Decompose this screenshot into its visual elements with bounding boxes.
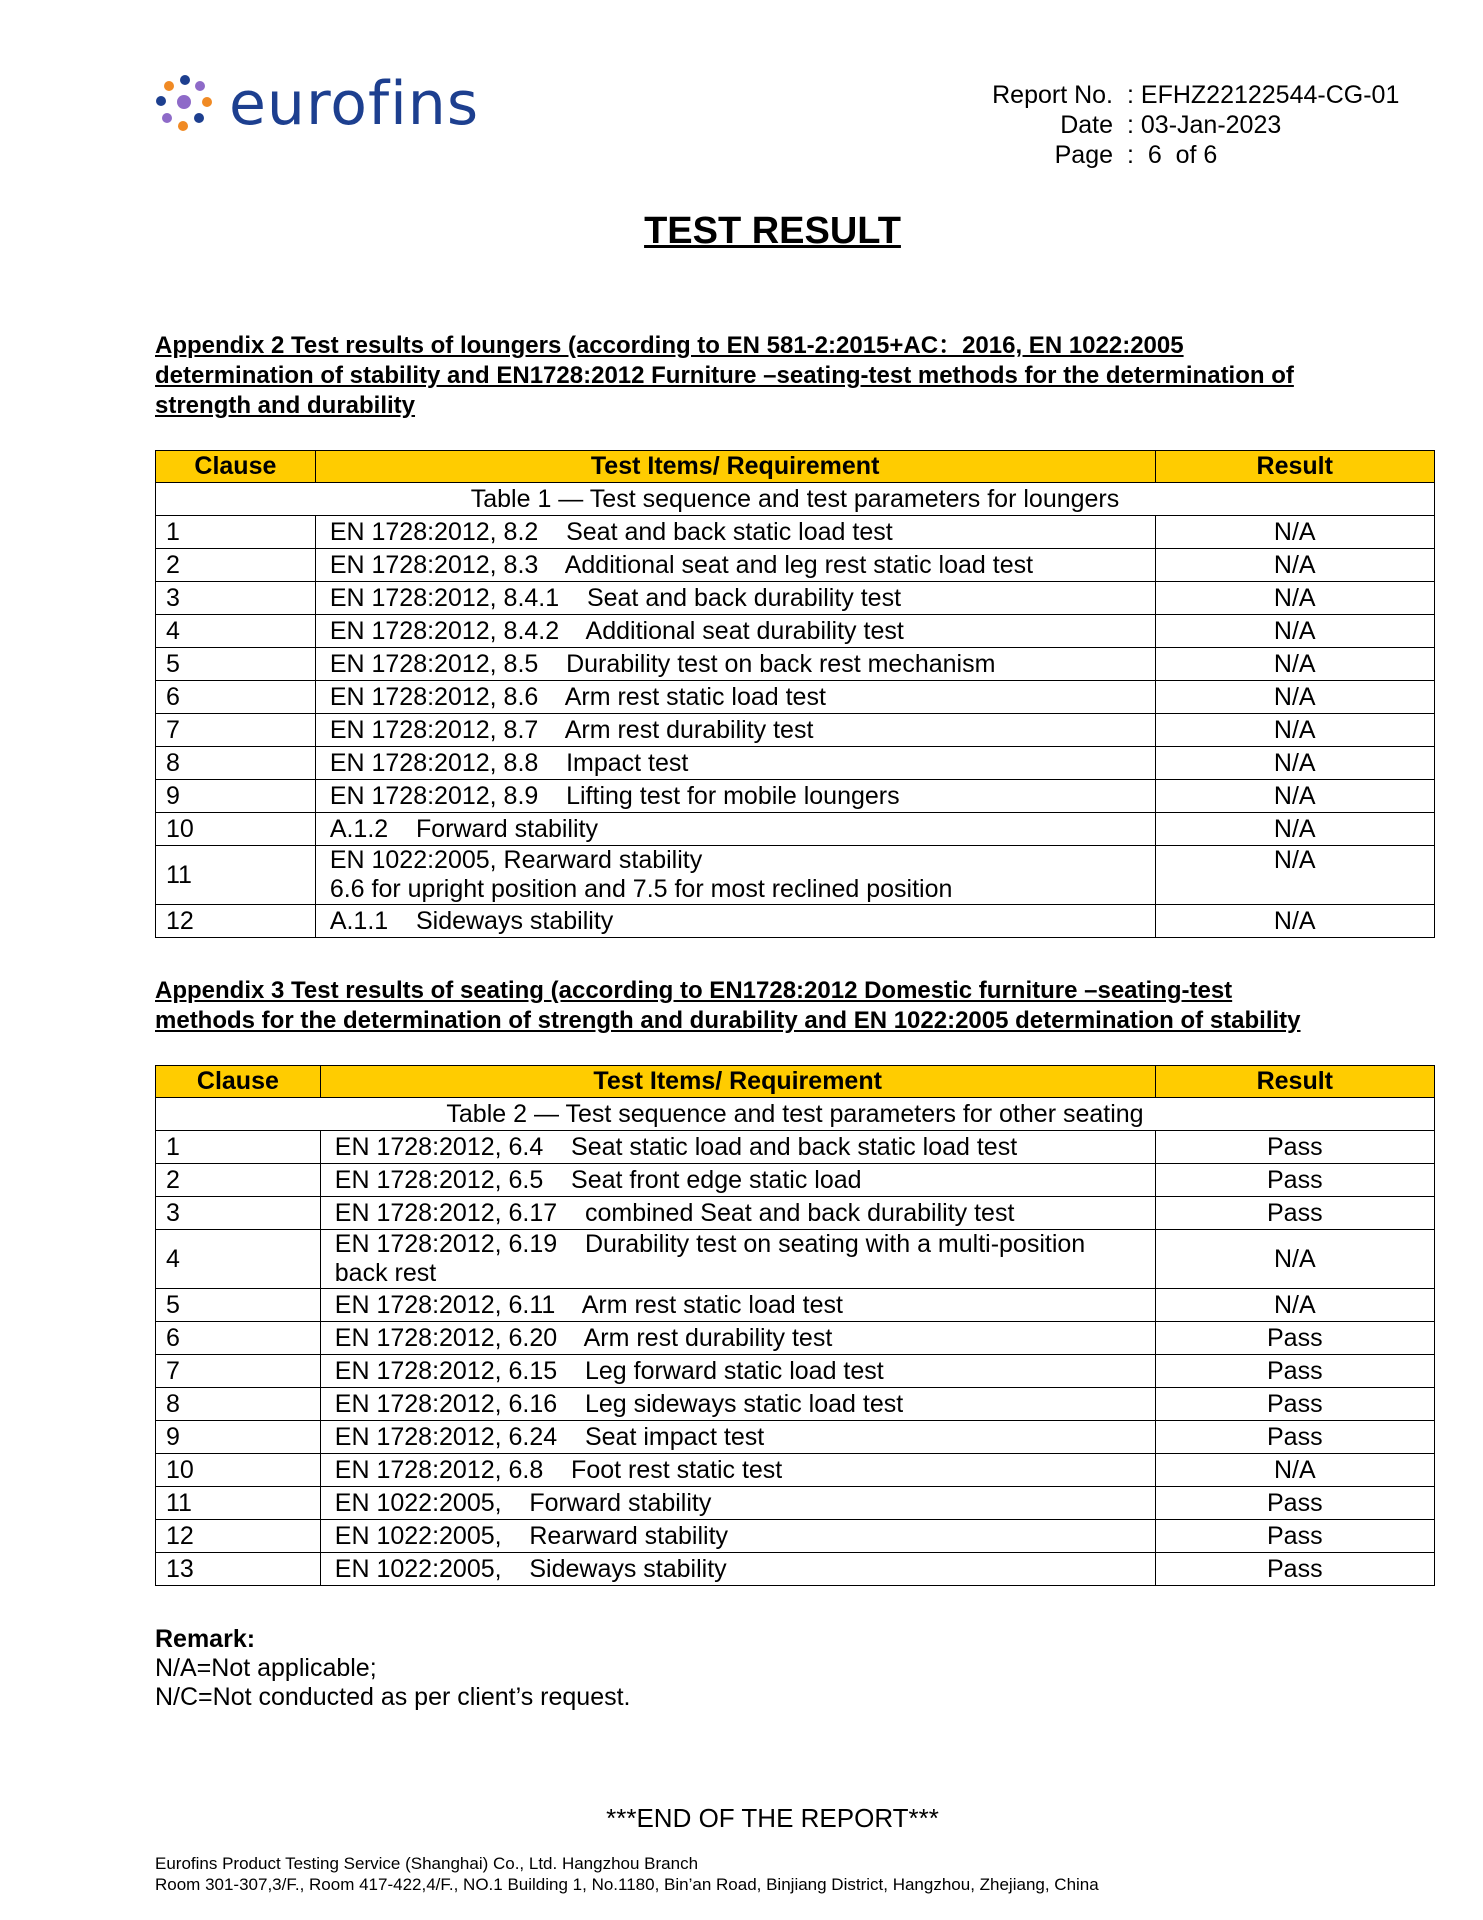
eurofins-logo-icon [155,74,215,134]
report-page-value: : 6 of 6 [1127,141,1218,169]
result-cell: N/A [1155,780,1435,813]
result-cell: N/A [1155,1230,1434,1289]
result-cell: Pass [1155,1421,1434,1454]
clause-cell: 9 [156,1421,321,1454]
column-header-clause: Clause [156,451,316,483]
clause-cell: 5 [156,1289,321,1322]
test-item-text: EN 1728:2012, 6.16 Leg sideways static load test [334,1389,904,1418]
clause-cell: 3 [156,1197,321,1230]
test-item-cell [320,1454,1155,1487]
table-1-subheading: Table 1 — Test sequence and test parameters for loungers [156,483,1435,516]
table-row [156,516,1435,549]
test-item-text-continued: back rest [334,1259,437,1287]
test-item-text: EN 1728:2012, 6.24 Seat impact test [334,1422,765,1451]
test-item-text: EN 1728:2012, 8.3 Additional seat and leg rest static load test [329,550,1034,579]
clause-cell: 6 [156,1322,321,1355]
clause-cell: 11 [156,846,316,905]
test-item-cell [320,1553,1155,1586]
table-row [156,1289,1435,1322]
clause-cell: 10 [156,1454,321,1487]
result-cell: Pass [1155,1197,1434,1230]
clause-cell: 1 [156,1131,321,1164]
table-row [156,1388,1435,1421]
test-item-text: EN 1728:2012, 6.4 Seat static load and back static load test [334,1132,1018,1161]
test-item-cell [320,1164,1155,1197]
clause-cell: 11 [156,1487,321,1520]
report-page-row [985,140,1399,170]
page-title: TEST RESULT [644,210,901,252]
test-item-text: EN 1728:2012, 6.8 Foot rest static test [334,1455,783,1484]
table-2-subheading: Table 2 — Test sequence and test parameters for other seating [156,1098,1435,1131]
result-cell: N/A [1155,582,1435,615]
test-item-text: EN 1728:2012, 8.7 Arm rest durability test [329,715,814,744]
clause-cell: 7 [156,714,316,747]
clause-cell: 2 [156,1164,321,1197]
clause-cell: 4 [156,1230,321,1289]
remark-block [155,1625,631,1712]
report-meta [985,80,1399,170]
test-item-text: EN 1728:2012, 6.11 Arm rest static load test [334,1290,843,1319]
clause-cell: 5 [156,648,316,681]
result-cell: Pass [1155,1388,1434,1421]
clause-cell: 13 [156,1553,321,1586]
test-item-cell [320,1520,1155,1553]
test-item-cell [320,1230,1155,1289]
clause-cell: 1 [156,516,316,549]
test-item-text: EN 1728:2012, 8.8 Impact test [329,748,689,777]
test-item-text: EN 1728:2012, 6.5 Seat front edge static load [334,1165,862,1194]
clause-cell: 8 [156,1388,321,1421]
test-item-text: EN 1022:2005, Rearward stability [334,1521,729,1550]
seating-results-table [155,1065,1435,1586]
report-number-value: : EFHZ22122544-CG-01 [1127,81,1400,109]
test-item-text: EN 1022:2005, Forward stability [334,1488,712,1517]
result-cell: N/A [1155,1289,1434,1322]
table-row [156,582,1435,615]
result-cell: N/A [1155,681,1435,714]
test-item-text: EN 1728:2012, 6.17 combined Seat and back durability test [334,1198,1015,1227]
test-item-cell [320,1197,1155,1230]
table-row [156,813,1435,846]
eurofins-logo [155,69,480,139]
footer-company: Eurofins Product Testing Service (Shanghai) Co., Ltd. Hangzhou Branch [155,1854,699,1873]
column-header-result: Result [1155,1066,1434,1098]
table-row [156,615,1435,648]
result-cell: Pass [1155,1131,1434,1164]
loungers-results-table [155,450,1435,938]
result-cell: Pass [1155,1487,1434,1520]
test-item-text: EN 1728:2012, 8.4.1 Seat and back durability test [329,583,902,612]
table-row [156,1355,1435,1388]
table-row [156,780,1435,813]
test-item-text: EN 1728:2012, 8.6 Arm rest static load test [329,682,826,711]
result-cell: N/A [1155,615,1435,648]
test-item-cell [315,747,1155,780]
result-cell: N/A [1155,516,1435,549]
table-row [156,1197,1435,1230]
clause-cell: 2 [156,549,316,582]
table-row [156,1230,1435,1289]
test-item-cell [315,681,1155,714]
test-item-cell [315,780,1155,813]
test-item-text: A.1.1 Sideways stability [329,906,614,935]
footer-address [155,1853,1099,1895]
table-row [156,1131,1435,1164]
result-cell: Pass [1155,1520,1434,1553]
clause-cell: 8 [156,747,316,780]
clause-cell: 12 [156,905,316,938]
test-item-cell [320,1355,1155,1388]
test-item-cell [315,714,1155,747]
test-item-text-continued: 6.6 for upright position and 7.5 for most reclined position [329,875,953,903]
test-item-text: EN 1728:2012, 6.15 Leg forward static load test [334,1356,884,1385]
table-row [156,714,1435,747]
table-header-row [156,451,1435,483]
result-cell: N/A [1155,846,1435,905]
test-item-text: EN 1728:2012, 6.20 Arm rest durability test [334,1323,833,1352]
table-subheading-row [156,1098,1435,1131]
report-number-row [985,80,1399,110]
result-cell: N/A [1155,549,1435,582]
remark-line: N/C=Not conducted as per client’s request. [155,1683,631,1711]
report-date-row [985,110,1399,140]
result-cell: N/A [1155,648,1435,681]
test-item-cell [315,648,1155,681]
result-cell: N/A [1155,1454,1434,1487]
test-item-text: EN 1728:2012, 8.5 Durability test on back rest mechanism [329,649,996,678]
logo-wordmark: eurofins [229,69,480,139]
table-row [156,1520,1435,1553]
column-header-clause: Clause [156,1066,321,1098]
test-item-text: A.1.2 Forward stability [329,814,598,843]
test-item-cell [320,1388,1155,1421]
report-number-label: Report No. [992,81,1113,109]
table-header-row [156,1066,1435,1098]
report-date-value: : 03-Jan-2023 [1127,111,1282,139]
test-item-cell [315,615,1155,648]
appendix-2-heading: Appendix 2 Test results of loungers (according to EN 581-2:2015+AC：2016, EN 1022:2005 determination of stability and EN1728:2012 Furniture –seating-test methods for the determination of strength and durability [155,332,1294,419]
clause-cell: 7 [156,1355,321,1388]
column-header-result: Result [1155,451,1435,483]
table-row [156,1487,1435,1520]
test-item-text: EN 1728:2012, 6.19 Durability test on seating with a multi-position [334,1230,1086,1258]
test-item-text: EN 1728:2012, 8.4.2 Additional seat durability test [329,616,904,645]
appendix-3-heading: Appendix 3 Test results of seating (according to EN1728:2012 Domestic furniture –seating-test methods for the determination of strength and durability and EN 1022:2005 determination of stability [155,977,1301,1034]
table-row [156,1553,1435,1586]
table-row [156,648,1435,681]
table-row [156,1421,1435,1454]
test-item-cell [320,1131,1155,1164]
report-date-label: Date [1060,111,1113,139]
test-item-cell [315,549,1155,582]
remark-title: Remark: [155,1625,256,1653]
test-item-text: EN 1728:2012, 8.2 Seat and back static load test [329,517,893,546]
test-item-text: EN 1022:2005, Sideways stability [334,1554,727,1583]
test-item-cell [315,582,1155,615]
result-cell: Pass [1155,1322,1434,1355]
clause-cell: 12 [156,1520,321,1553]
column-header-test-items: Test Items/ Requirement [320,1066,1155,1098]
result-cell: Pass [1155,1355,1434,1388]
clause-cell: 4 [156,615,316,648]
footer-address-line: Room 301-307,3/F., Room 417-422,4/F., NO.1 Building 1, No.1180, Bin’an Road, Binjiang District, Hangzhou, Zhejiang, China [155,1875,1099,1894]
test-item-text: EN 1728:2012, 8.9 Lifting test for mobile loungers [329,781,900,810]
test-item-cell [320,1289,1155,1322]
result-cell: Pass [1155,1553,1434,1586]
result-cell: N/A [1155,905,1435,938]
remark-line: N/A=Not applicable; [155,1654,377,1682]
report-page-label: Page [1054,141,1113,169]
result-cell: N/A [1155,747,1435,780]
test-item-cell [315,516,1155,549]
table-row [156,1322,1435,1355]
clause-cell: 9 [156,780,316,813]
clause-cell: 3 [156,582,316,615]
test-item-cell [315,846,1155,905]
test-item-cell [320,1322,1155,1355]
table-row [156,1454,1435,1487]
end-of-report: ***END OF THE REPORT*** [606,1803,939,1833]
column-header-test-items: Test Items/ Requirement [315,451,1155,483]
table-row [156,681,1435,714]
test-item-cell [315,813,1155,846]
test-item-cell [320,1421,1155,1454]
clause-cell: 10 [156,813,316,846]
test-item-cell [320,1487,1155,1520]
test-item-text: EN 1022:2005, Rearward stability [329,846,703,874]
table-subheading-row [156,483,1435,516]
clause-cell: 6 [156,681,316,714]
table-row [156,905,1435,938]
table-row [156,846,1435,905]
result-cell: N/A [1155,813,1435,846]
result-cell: N/A [1155,714,1435,747]
table-row [156,747,1435,780]
table-row [156,549,1435,582]
table-row [156,1164,1435,1197]
result-cell: Pass [1155,1164,1434,1197]
test-item-cell [315,905,1155,938]
